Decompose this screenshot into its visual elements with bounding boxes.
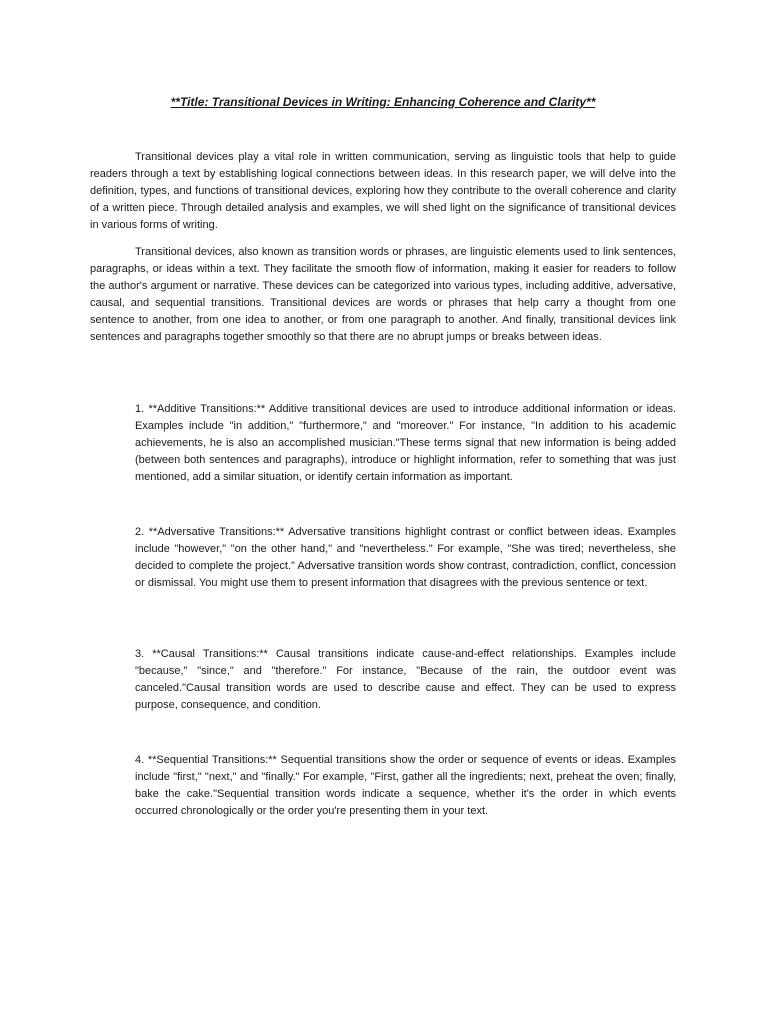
list-item-adversative: 2. **Adversative Transitions:** Adversative transitions highlight contrast or conflict between ideas. Examples include "however," "on the other hand," and "nevertheless." For example, "She was tired; nevertheless, she decided to complete the project." Adversative transition words show contrast, contradiction, conflict, concession or dismissal. You might use them to present information that disagrees with the previous sentence or text. — [135, 526, 676, 589]
list-item-sequential: 4. **Sequential Transitions:** Sequential transitions show the order or sequence of events or ideas. Examples include "first," "next," and "finally." For example, "First, gather all the ingredients; next, preheat the oven; finally, bake the cake."Sequential transition words indicate a sequence, whether it's the order in which events occurred chronologically or the order you're presenting them in your text. — [135, 754, 676, 817]
definition-paragraph: Transitional devices, also known as transition words or phrases, are linguistic elements used to link sentences, paragraphs, or ideas within a text. They facilitate the smooth flow of information, making it easier for readers to follow the author's argument or narrative. These devices can be categorized into various types, including additive, adversative, causal, and sequential transitions. Transitional devices are words or phrases that help carry a thought from one sentence to another, from one idea to another, or from one paragraph to another. And finally, transitional devices link sentences and paragraphs together smoothly so that there are no abrupt jumps or breaks between ideas. — [90, 246, 676, 343]
list-item-additive: 1. **Additive Transitions:** Additive transitional devices are used to introduce additional information or ideas. Examples include "in addition," "furthermore," and "moreover." For instance, "In addition to his academic achievements, he is also an accomplished musician."These terms signal that new information is being added (between both sentences and paragraphs), introduce or highlight information, refer to something that was just mentioned, add a similar situation, or identify certain information as important. — [135, 403, 676, 483]
document-title: **Title: Transitional Devices in Writing: Enhancing Coherence and Clarity** — [170, 95, 596, 109]
list-item-causal: 3. **Causal Transitions:** Causal transitions indicate cause-and-effect relationships. Examples include "because," "since," and "therefore." For instance, "Because of the rain, the outdoor event was canceled."Causal transition words are used to describe cause and effect. They can be used to express purpose, consequence, and condition. — [135, 648, 676, 711]
intro-paragraph: Transitional devices play a vital role in written communication, serving as linguistic tools that help to guide readers through a text by establishing logical connections between ideas. In this research paper, we will delve into the definition, types, and functions of transitional devices, exploring how they contribute to the overall coherence and clarity of a written piece. Through detailed analysis and examples, we will shed light on the significance of transitional devices in various forms of writing. — [90, 151, 676, 231]
